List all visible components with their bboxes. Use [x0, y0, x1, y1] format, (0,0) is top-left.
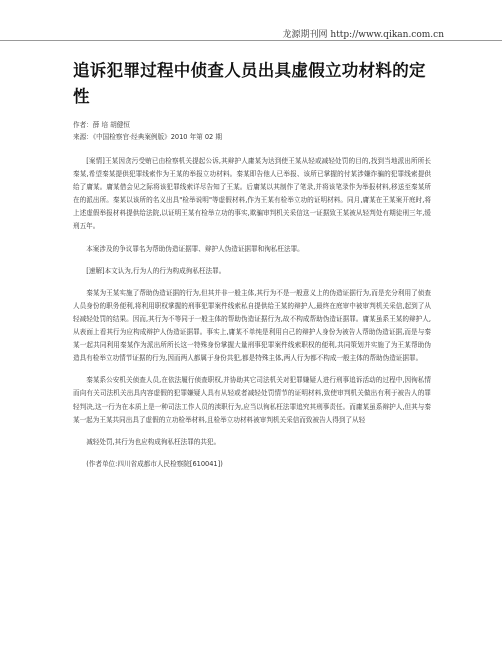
journal-header-link[interactable]: 龙源期刊网 http://www.qikan.com.cn [282, 30, 444, 40]
source-line: 来源：《中国检察官·经典案例版》2010 年第 02 期 [73, 133, 222, 141]
author-affiliation: (作者单位:四川省成都市人民检察院[610041]) [86, 459, 223, 468]
article-title: 追诉犯罪过程中侦查人员出具虚假立功材料的定性 [73, 61, 426, 106]
author-line: 作者：薛 培 胡健恒 [73, 121, 130, 129]
quick-analysis-paragraph: [速解]本文认为,行为人的行为构成徇私枉法罪。 [86, 266, 226, 275]
analysis-paragraph-1: 秦某为王某实施了帮助伪造证据的行为,但其并非一般主体,其行为不是一般意义上的伪造证据行为,而是充分利用了侦查人员身份的职务便利,将利用职权掌握的刑事犯罪案件线索私自提供给王某的辩护人,最终在庭审中被审判机关采信,起到了从轻减轻处罚的结果。因而,其行为不等同于一般主体的帮助伪造证据行为,故不构成帮助伪造证据罪。庸某虽系王某的辩护人,从表面上看其行为应构成辩护人伪造证据罪。事实上,庸某不单纯是利用自己的辩护人身份为被告人帮助伪造证据,而是与秦某一起共同利用秦某作为派出所所长这一特殊身份掌握大量刑事犯罪案件线索职权的便利,共同策划并实施了为王某帮助伪造具有检举立功情节证据的行为,因而两人都属于身份共犯,都是特殊主体,两人行为都不构成一般主体的帮助伪造证据罪。 [73, 288, 431, 363]
case-facts-paragraph: [案情]王某因贪污受贿已由检察机关提起公诉,其辩护人庸某为达到使王某从轻或减轻处罚的目的,找到当地派出所所长秦某,希望秦某提供犯罪线索作为王某的举报立功材料。秦某即告他人已举报、该所已掌握的付某涉嫌诈骗的犯罪线索提供给了庸某。庸某借会见之际将该犯罪线索详尽告知了王某。后庸某以其制作了笔录,并将该笔录作为举报材料,移送至秦某所在的派出所。秦某以该所的名义出具"检举说明"等虚假材料,作为王某有检举立功的证明材料。同月,庸某在王某案开庭时,将上述虚假举报材料提供给法院,以证明王某有检举立功的事实,欺骗审判机关采信这一证据致王某被从轻判处有期徒刑三年,缓刑五年。 [73, 157, 431, 231]
article-body [73, 155, 431, 480]
conclusion-paragraph: 减轻处罚,其行为也应构成徇私枉法罪的共犯。 [86, 437, 221, 446]
header-divider [0, 40, 502, 41]
analysis-paragraph-2: 秦某系公安机关侦查人员,在依法履行侦查职权,并协助其它司法机关对犯罪嫌疑人进行刑事追诉活动的过程中,因徇私情而向有关司法机关出具内容虚假的犯罪嫌疑人具有从轻或者减轻处罚情节的证明材料,致使审判机关做出有利于被告人的罪轻判决,这一行为在本质上是一种司法工作人员的渎职行为,应当以徇私枉法罪追究其刑事责任。而庸某虽系辩护人,但其与秦某一起为王某共同出具了虚假的立功检举材料,且检举立功材料被审判机关采信而致被告人得到了从轻 [73, 376, 431, 424]
disputed-charges-paragraph: 本案涉及的争议罪名为帮助伪造证据罪、辩护人伪造证据罪和徇私枉法罪。 [86, 244, 304, 253]
